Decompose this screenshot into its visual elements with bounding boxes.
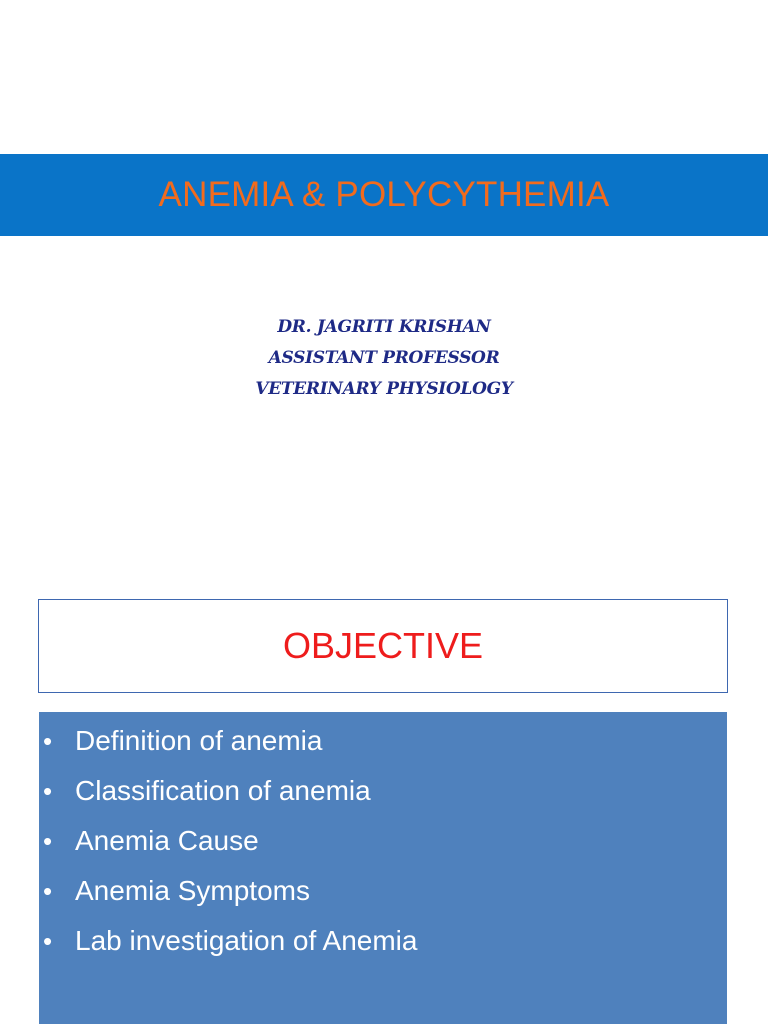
slide-title: ANEMIA & POLYCYTHEMIA — [158, 175, 610, 214]
bullet-icon: • — [43, 826, 53, 856]
bullet-icon: • — [43, 876, 53, 906]
bullet-icon: • — [43, 776, 53, 806]
list-item-text: Classification of anemia — [75, 775, 371, 806]
list-item — [39, 866, 727, 916]
bullet-icon: • — [43, 726, 53, 756]
objective-list — [39, 716, 727, 966]
objective-heading: OBJECTIVE — [282, 625, 484, 666]
author-position: ASSISTANT PROFESSOR — [268, 348, 500, 368]
author-block — [0, 312, 768, 405]
list-item — [39, 766, 727, 816]
title-band — [0, 154, 768, 236]
author-department: VETERINARY PHYSIOLOGY — [255, 379, 513, 399]
bullet-icon: • — [43, 926, 53, 956]
list-item-text: Anemia Cause — [75, 825, 259, 856]
list-item-text: Definition of anemia — [75, 725, 323, 756]
list-item-text: Lab investigation of Anemia — [75, 925, 418, 956]
objective-list-panel — [39, 712, 727, 1024]
author-name: DR. JAGRITI KRISHAN — [277, 317, 491, 337]
objective-heading-box — [38, 599, 728, 693]
list-item — [39, 916, 727, 966]
list-item — [39, 816, 727, 866]
list-item-text: Anemia Symptoms — [75, 875, 310, 906]
list-item — [39, 716, 727, 766]
